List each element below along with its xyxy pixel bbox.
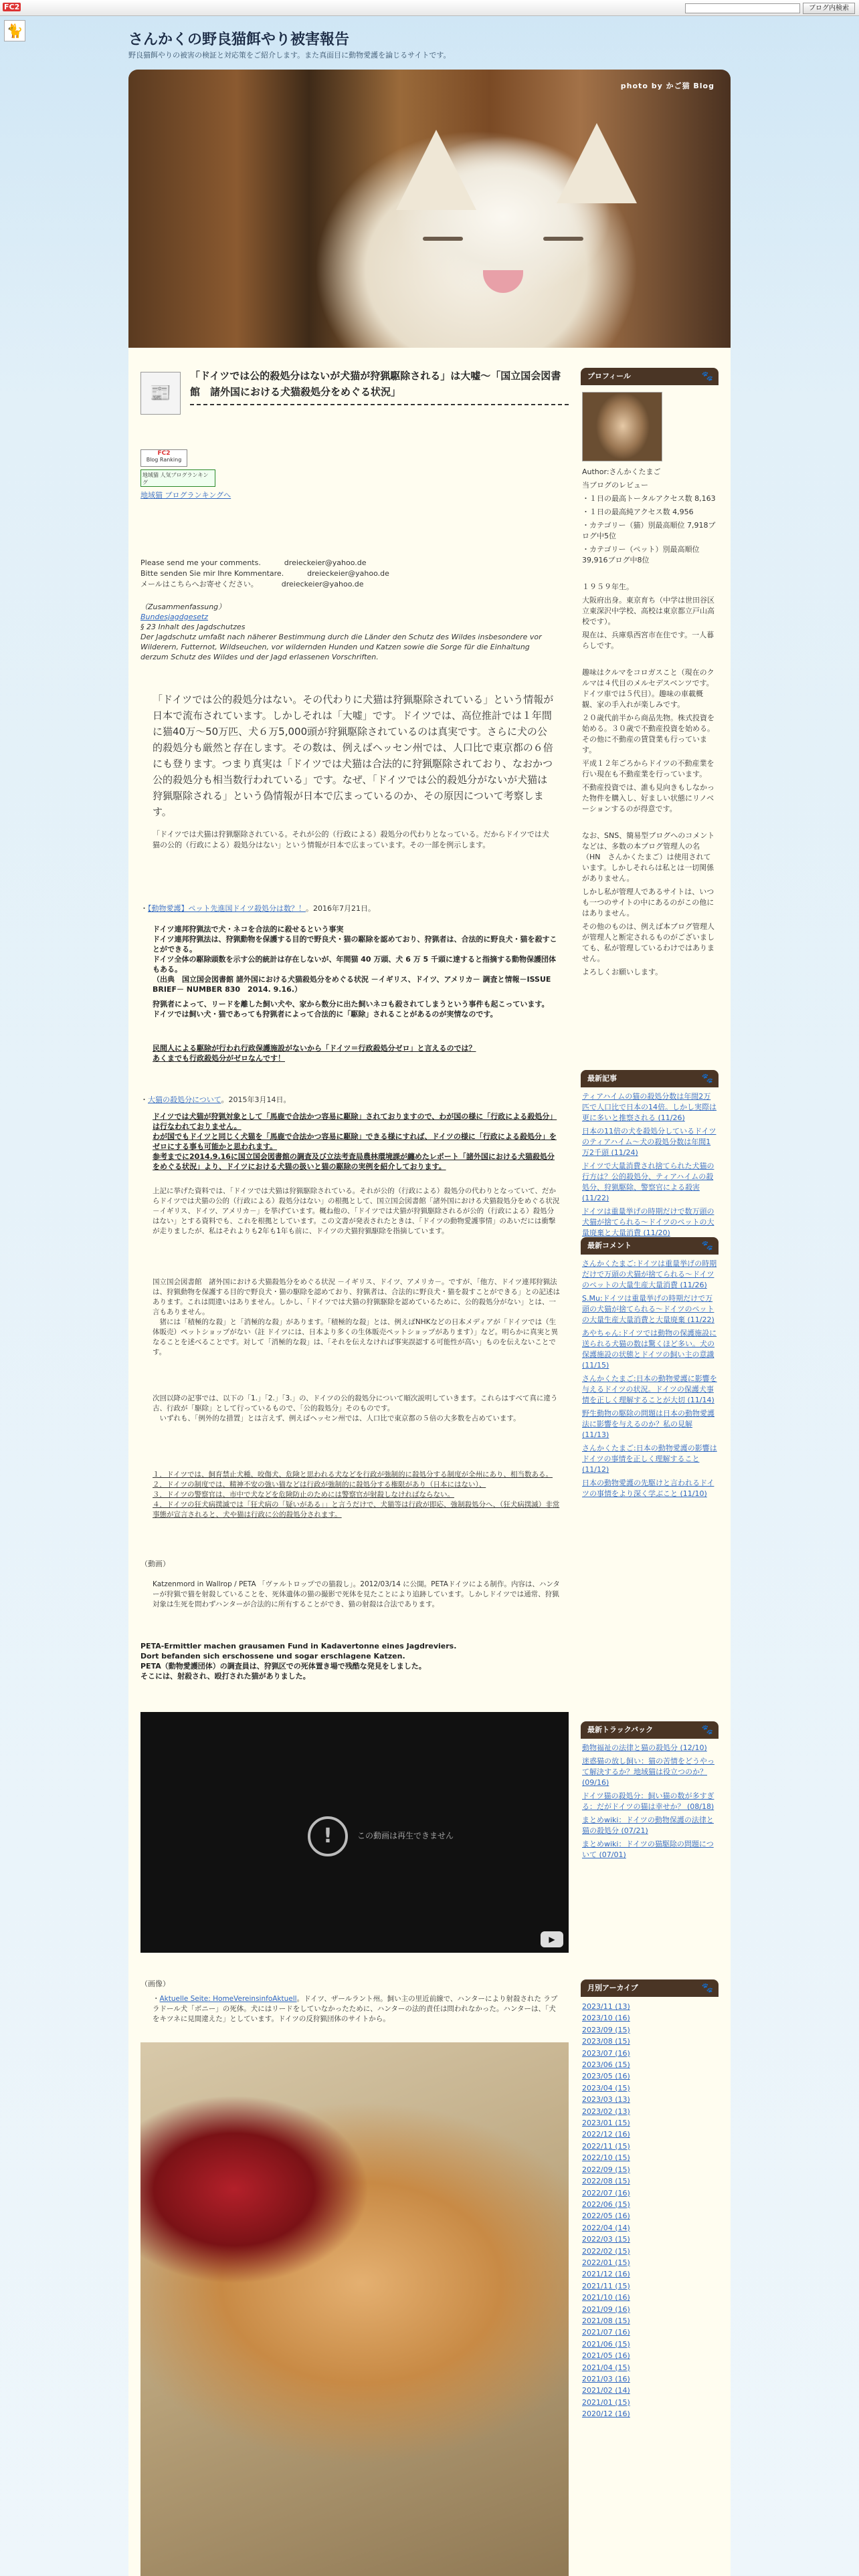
monthly-archive-box xyxy=(581,1979,719,2424)
body-paragraph-1: 上記に挙げた資料では、「ドイツでは犬猫は狩猟駆除されている。それが公的（行政による）殺処分の代わりとなっていて、だからドイツでは犬猫の公的（行政による）殺処分はない」の根拠として、国立国会図書館「諸外国における犬猫殺処分をめぐる状況 －イギリス、ドイツ、アメリカ－」を挙げています。概ね他の、「ドイツでは犬猫が狩猟駆除されるが公的（行政による）殺処分はない」とする資料でも、これを根拠としています。この文書が発表されたときは、「ドイツの動物愛護事情」のあいだには衝撃が走りましたが、私はそれよりも2年も1年も前に、ドイツの犬猫狩猟駆除を指摘しています。 xyxy=(153,1187,560,1235)
video-unavailable-message: この動画は再生できません xyxy=(357,1831,454,1840)
archive-link[interactable]: 2022/02 (15) xyxy=(582,2246,630,2256)
intro-paragraph: 「ドイツでは犬猫は狩猟駆除されている。それが公的（行政による）殺処分の代わりとなっている。だからドイツでは犬猫の公的（行政による）殺処分はない」という情報が日本で広まっています。その一部を例示します。 xyxy=(153,830,549,849)
contact-line: メールはこちらへお寄せください。 dreieckeier@yahoo.de xyxy=(140,580,364,588)
fc2-ranking-banner[interactable] xyxy=(140,449,187,467)
recent-comment-link[interactable]: 野生動物の駆除の問題は日本の動物愛護法に影響を与えるのか？私の見解 (11/13) xyxy=(582,1409,714,1439)
archive-link[interactable]: 2021/12 (16) xyxy=(582,2270,630,2279)
profile-body xyxy=(581,385,719,984)
archive-link[interactable]: 2020/12 (16) xyxy=(582,2409,630,2419)
source-link-2: ・大猫の殺処分について。2015年3月14日。 xyxy=(140,1095,291,1104)
monthly-archive-list xyxy=(581,1997,719,2424)
profile-line xyxy=(582,654,717,665)
quote-block-2: 狩猟者によって、リードを離した飼い犬や、家から数分に出た飼いネコも殺されてしまうという事件も起こっています。 ドイツでは飼い犬・猫であっても狩猟者によって合法的に「駆除」されることがあるのが実情なのです。 xyxy=(153,1000,549,1018)
trackback-link[interactable]: まとめwiki：ドイツの動物保護の法律と猫の殺処分 (07/21) xyxy=(582,1816,714,1835)
recent-comment-link[interactable]: さんかくたまご:日本の動物愛護に影響を与えるドイツの状況。ドイツの保護犬事情を正しく理解することが大切 (11/14) xyxy=(582,1374,717,1404)
quote-block-1: ドイツ連邦狩猟法で犬・ネコを合法的に殺せるという事実 ドイツ連邦狩猟法は、狩猟動物を保護する目的で野良犬・猫の駆除を認めており、狩猟者は、合法的に野良犬・猫を殺すことができる。 ドイツ全体の駆除頭数を示す公的統計は存在しないが、年間猫 40 万頭、犬 6 万 5 千頭に達すると指摘する動物保護団体もある。 （出典 国立国会図書館 諸外国における犬猫殺処分をめぐる状況 －イギリス、ドイツ、アメリカ－ 調査と情報－ISSUE BRIEF－ NUMBER 830 2014. 9.16.） xyxy=(153,925,557,994)
body-paragraph-4: Katzenmord in Wallrop / PETA 「ヴァルトロップでの猫殺し」。2012/03/14 に公開。PETAドイツによる制作。内容は、ハンターが狩猟で猫を射殺していることを、死体遺体の猫の撮影で死体を見たことにより追跡しています。しかしドイツでは通常、狩猟対象は生死を問わずハンターが合法的に所有することができ、猫の射殺は合法であります。 xyxy=(153,1580,560,1608)
archive-link[interactable]: 2023/04 (15) xyxy=(582,2083,630,2092)
archive-link[interactable]: 2022/10 (15) xyxy=(582,2153,630,2163)
body-paragraph-3: 次回以降の記事では、以下の「1.」「2.」「3.」の、ドイツの公的殺処分について順次説明していきます。これらはすべて真に違う古、行政が「駆除」として行っているもので、「公的殺処分」そのものです。 いずれも、「例外的な措置」とは言えず、例えばヘッセン州では、人口比で東京都の５倍の大多数を占めています。 xyxy=(153,1394,558,1422)
recent-post-link[interactable]: 日本の11倍の犬を殺処分しているドイツのティアハイム～犬の殺処分数は年間1万2千頭 (11/24) xyxy=(582,1127,717,1157)
archive-link[interactable]: 2022/05 (16) xyxy=(582,2212,630,2221)
blog-title[interactable]: さんかくの野良猫餌やり被害報告 xyxy=(128,31,350,48)
cat-ear-left xyxy=(396,130,476,210)
profile-line: ・１日の最高トータルアクセス数 8,163 xyxy=(582,494,716,503)
paw-icon: 🐾 xyxy=(701,1725,713,1735)
archive-link[interactable]: 2022/01 (15) xyxy=(582,2258,630,2267)
archive-link[interactable]: 2023/07 (16) xyxy=(582,2048,630,2058)
profile-line: ・カテゴリー（猫）別最高順位 7,918ブログ中5位 xyxy=(582,521,716,540)
archive-link[interactable]: 2023/08 (15) xyxy=(582,2037,630,2046)
recent-posts-box xyxy=(581,1070,719,1245)
archive-link[interactable]: 2021/07 (16) xyxy=(582,2328,630,2337)
archive-link[interactable]: 2021/02 (14) xyxy=(582,2386,630,2395)
recent-trackbacks-heading xyxy=(581,1721,719,1739)
profile-heading-text: プロフィール xyxy=(587,372,631,381)
source-link-1: ・【動物愛護】ペット先進国ドイツ殺処分は数？！。2016年7月21日。 xyxy=(140,904,375,913)
archive-link[interactable]: 2021/05 (16) xyxy=(582,2351,630,2361)
archive-link[interactable]: 2021/08 (15) xyxy=(582,2316,630,2325)
cat-mouth xyxy=(483,270,523,293)
profile-line: 現在は、兵庫県西宮市在住です。一人暮らしです。 xyxy=(582,631,714,650)
recent-comment-link[interactable]: S.Mu:ドイツは重量挙げの時期だけで万頭の犬猫が捨てられる～ドイツのペットの大量生産大量消費と大量廃棄 (11/22) xyxy=(582,1294,714,1324)
profile-line: １９５９年生。 xyxy=(582,582,634,591)
profile-line: ・カテゴリー（ペット）別最高順位 39,916ブログ中8位 xyxy=(582,545,700,564)
entry-title[interactable]: 「ドイツでは公的殺処分はないが犬猫が狩猟駆除される」は大嘘～「国立国会図書館 諸外国における犬猫殺処分をめぐる状況」 xyxy=(190,368,569,405)
body-paragraph-2: 国立国会図書館 諸外国における犬猫殺処分をめぐる状況 －イギリス、ドイツ、アメリカ－。ですが、「他方、ドイツ連邦狩猟法は、狩猟動物を保護する目的で野良犬・猫の駆除を認めており、狩猟者は、合法的に野良犬・猫を殺すことができる」との記述はあります。これは間違いはありません。しかし、「ドイツでは犬猫の狩猟駆除を認めているために、公的殺処分がない」とは、一言もありません。 猪には「積極的な殺」と「消極的な殺」があります。「積極的な殺」とは、例えばNHKなどの日本メディアが「ドイツでは（生体販売）ペットショップがない（註 ドイツには、日本より多くの生体販売ペットショップがあります）」など。明らかに真実と異なることを述べることです。対して「消極的な殺」は、「それを伝えなければ事実誤認する可能性が高い」ものを伝えないことです。 xyxy=(153,1278,560,1356)
summary-section: § 23 Inhalt des Jagdschutzes xyxy=(140,623,246,631)
blog-search-button[interactable]: ブログ内検索 xyxy=(803,3,855,14)
source-link-2-anchor[interactable]: 大猫の殺処分について xyxy=(148,1095,221,1104)
trackback-link[interactable]: まとめwiki：ドイツの猫駆除の問題について (07/01) xyxy=(582,1840,714,1859)
profile-avatar xyxy=(582,392,662,461)
dog-photo xyxy=(140,2042,569,2576)
paw-icon: 🐾 xyxy=(701,1983,713,1994)
archive-link[interactable]: 2023/03 (13) xyxy=(582,2095,630,2105)
youtube-logo-icon[interactable]: ▶ xyxy=(541,1931,563,1947)
profile-line: その他のものは、例えば本ブログ管理人が管理人と断定されるものがございましても、私が管理しているわけではありません。 xyxy=(582,922,714,963)
blog-description: 野良猫餌やりの被害の検証と対応策をご紹介します。また真面目に動物愛護を論じるサイトです。 xyxy=(128,51,451,60)
profile-line xyxy=(582,568,717,579)
profile-heading xyxy=(581,368,719,385)
recent-comments-heading xyxy=(581,1237,719,1255)
recent-comment-link[interactable]: さんかくたまご:日本の動物愛護の影響はドイツの事情を正しく理解すること (11/12) xyxy=(582,1444,717,1474)
recent-comment-link[interactable]: あやちゃん:ドイツでは動物の保護施設に送られる犬猫の数は驚くほど多い。犬の保護施設の状態とドイツの飼い主の意識 (11/15) xyxy=(582,1329,717,1370)
ranking-link[interactable]: 地域猫 ブログランキングへ xyxy=(140,491,231,500)
archive-link[interactable]: 2022/12 (16) xyxy=(582,2130,630,2139)
profile-line: なお、SNS、簡易型ブログへのコメントなどは、多数の本ブログ管理人の名（HN さんかくたまご）は使用されています。しかしそれらは私とは一切関係がありません。 xyxy=(582,831,715,883)
archive-link[interactable]: 2023/06 (15) xyxy=(582,2060,630,2070)
clock-icon: ! xyxy=(308,1816,348,1856)
trackback-link[interactable]: 動物福祉の法律と猫の殺処分 (12/10) xyxy=(582,1743,707,1752)
lead-paragraph: 「ドイツでは公的殺処分はない。その代わりに犬猫は狩猟駆除されている」という情報が日本で流布されています。しかしそれは「大嘘」です。ドイツでは、高位推計では１年間に猫40万～50万匹、犬６万5,000頭が狩猟駆除されているのは真実です。さらに犬の公的殺処分も厳然と存在します。その数は、例えばヘッセン州では、人口比で東京都の６倍にも登ります。つまり真実は「ドイツでは犬猫は合法的に狩猟駆除されており、なおかつ公的殺処分も相当数行われている」です。なぜ、「ドイツでは公的殺処分がないが犬猫は狩猟駆除される」という偽情報が日本で広まっているのか、その原因について考察します。 xyxy=(153,693,554,818)
archive-link[interactable]: 2022/11 (15) xyxy=(582,2141,630,2151)
archive-link[interactable]: 2023/02 (13) xyxy=(582,2107,630,2116)
blog-search-input[interactable] xyxy=(685,3,800,13)
archive-link[interactable]: 2023/11 (13) xyxy=(582,2002,630,2011)
image-caption: （画像） xyxy=(140,1979,170,1988)
archive-link[interactable]: 2023/01 (15) xyxy=(582,2119,630,2128)
recent-comments-box xyxy=(581,1237,719,1506)
recent-posts-heading-text: 最新記事 xyxy=(587,1074,617,1083)
paw-icon: 🐾 xyxy=(701,1241,713,1251)
recent-comments-list xyxy=(581,1255,719,1506)
trackback-link[interactable]: 迷惑猫の放し飼い：猫の苦情をどうやって解決するか？地域猫は役立つのか？ (09/16) xyxy=(582,1757,714,1787)
profile-line: 趣味はクルマをコロガスこと（現在のクルマは４代目のメルセデスベンツです。ドイツ車では５代目）。趣味の車載概観、家の手入れが楽しみです。 xyxy=(582,668,714,709)
contact-line: Bitte senden Sie mir Ihre Kommentare. dreieckeier@yahoo.de xyxy=(140,569,389,578)
archive-link[interactable]: 2021/06 (15) xyxy=(582,2339,630,2349)
recent-post-link[interactable]: ティアハイムの猫の殺処分数は年間2万匹で人口比で日本の14倍。しかし実際は更に多いと推察される (11/26) xyxy=(582,1092,717,1122)
aktuell-link[interactable]: Aktuelle Seite: HomeVereinsinfoAktuell xyxy=(159,1995,297,2003)
cat-eye-right xyxy=(543,237,583,241)
quote-block-3: 民間人による駆除が行われ行政保護施設がないから「ドイツ＝行政殺処分ゼロ」と言えるのでは？ あくまでも行政殺処分がゼロなんです！ xyxy=(153,1044,476,1063)
fc2-ranking-label: FC2 xyxy=(157,450,171,457)
fc2-logo[interactable] xyxy=(3,2,21,12)
monthly-archive-heading-text: 月別アーカイブ xyxy=(587,1983,638,1992)
archive-link[interactable]: 2022/09 (15) xyxy=(582,2165,630,2174)
blog-avatar-icon[interactable]: 🐈 xyxy=(4,20,25,41)
numbered-list: １．ドイツでは、飼育禁止犬種、咬傷犬、危険と思われる犬などを行政が強制的に殺処分する制度が全州にあり、相当数ある。 ２．ドイツの制度では、精神不安の強い猫などは行政が強制的に殺処分する権限があり（日本にはない）、 ３．ドイツの警察官は、市中で犬などを危険防止のためには警察官が射殺しなければならない。 ４．ドイツの狂犬病撲滅では「狂犬病の「疑いがある」」と言うだけで、犬猫等は行政が即応、強制殺処分へ、（狂犬病撲滅）非常事態が宣言されると、犬や猫は行政に公的殺処分されます。 xyxy=(153,1471,560,1519)
profile-line: 大阪府出身。東京育ち（中学は世田谷区立東深沢中学校、高校は東京都立戸山高校です）。 xyxy=(582,596,714,626)
archive-link[interactable]: 2021/10 (16) xyxy=(582,2293,630,2302)
contact-line: Please send me your comments. dreieckeier@yahoo.de xyxy=(140,558,367,567)
source-link-2-date: 。2015年3月14日。 xyxy=(221,1095,291,1104)
archive-link[interactable]: 2022/07 (16) xyxy=(582,2188,630,2197)
peta-quote: PETA-Ermittler machen grausamen Fund in Kadavertonne eines Jagdreviers. Dort befanden sich erschossene und sogar erschlagene Katzen. PETA（動物愛護団体）の調査員は、狩猟区での死体置き場で残酷な発見をしました。 そこには、射殺され、殴打された猫がありました。 xyxy=(140,1642,457,1681)
archive-link[interactable]: 2022/08 (15) xyxy=(582,2177,630,2186)
archive-link[interactable]: 2021/03 (16) xyxy=(582,2375,630,2383)
archive-link[interactable]: 2022/03 (15) xyxy=(582,2235,630,2244)
bundesjagdgesetz-link[interactable]: Bundesjagdgesetz xyxy=(140,613,209,621)
recent-posts-list xyxy=(581,1087,719,1245)
cat-ear-right xyxy=(557,123,637,203)
source-link-1-anchor[interactable]: 【動物愛護】ペット先進国ドイツ殺処分は数？！ xyxy=(148,904,306,913)
body-paragraph-5-text: 。ドイツ、ザールラント州。飼い主の里近前線で、ハンターにより射殺された ラブラドール犬「ボニー」の死体。犬にはリードをしていなかったために、ハンターの法的責任は問われなかった。ハンターは、「犬をキツネに見間違えた」としています。ドイツの反狩猟団体のサイトから。 xyxy=(153,1995,558,2023)
recent-trackbacks-list xyxy=(581,1739,719,1867)
recent-post-link[interactable]: ドイツは重量挙げの時期だけで数万頭の犬猫が捨てられる～ドイツのペットの大量廃棄と大量消費 (11/20) xyxy=(582,1207,714,1237)
summary-text: Der Jagdschutz umfaßt nach näherer Bestimmung durch die Länder den Schutz des Wildes insbesondere vor Wilderern, Futternot, Wildseuchen, vor wildernden Hunden und Katzen sowie die Sorge für die Einhaltung derzum Schutz des Wildes und der Jagd erlassenen Vorschriften. xyxy=(140,633,542,661)
recent-trackbacks-heading-text: 最新トラックバック xyxy=(587,1725,654,1734)
archive-link[interactable]: 2023/05 (16) xyxy=(582,2072,630,2081)
blog-entry-icon: 📰 xyxy=(140,372,181,415)
recent-comments-heading-text: 最新コメント xyxy=(587,1241,632,1250)
fc2-toolbar xyxy=(0,0,859,16)
profile-line: よろしくお願いします。 xyxy=(582,968,663,976)
archive-link[interactable]: 2023/10 (16) xyxy=(582,2014,630,2023)
quote-block-4: ドイツでは犬猫が狩猟対象として「馬鹿で合法かつ容易に駆除」されておりますので、わが国の様に「行政による殺処分」は行なわれておりません。 わが国でもドイツと同じく犬猫を「馬鹿で合法かつ容易に駆除」できる様にすれば、ドイツの様に「行政による殺処分」をゼロにする事も可能かと思われます。 参考までに2014.9.16に国立国会図書館の調査及び立法考査局農林環境課が纏めたレポート「諸外国における犬猫殺処分をめぐる状況」より、ドイツにおける犬猫の扱いと猫の駆除の実例を紹介しております。 xyxy=(153,1112,557,1171)
photo-credit[interactable]: photo by かご猫 Blog xyxy=(620,82,714,90)
recent-trackbacks-box xyxy=(581,1721,719,1867)
profile-lines xyxy=(582,467,717,978)
profile-line: 平成１２年ごろからドイツの不動産業を行い現在も不動産業を行っています。 xyxy=(582,759,714,778)
recent-comment-link[interactable]: さんかくたまご:ドイツは重量挙げの時期だけで万頭の犬猫が捨てられる～ドイツのペットの大量生産大量消費 (11/26) xyxy=(582,1259,717,1289)
trackback-link[interactable]: ドイツ猫の殺処分：飼い猫の数が多すぎる：だがドイツの猫は幸せか？ (08/18) xyxy=(582,1792,714,1811)
profile-box xyxy=(581,368,719,984)
source-link-1-date: 。2016年7月21日。 xyxy=(305,904,375,913)
embedded-video[interactable] xyxy=(140,1712,569,1953)
profile-line: 不動産投資では、誰も見向きもしなかった物件を購入し、好ましい状態にリノベーションするのが得意です。 xyxy=(582,783,714,813)
cat-eye-left xyxy=(423,237,463,241)
video-caption: （動画） xyxy=(140,1560,170,1568)
chiikineko-ranking-banner[interactable]: 地域猫 人気ブログランキング xyxy=(140,469,215,487)
profile-line: Author:さんかくたまご xyxy=(582,467,661,476)
archive-link[interactable]: 2021/04 (15) xyxy=(582,2363,630,2372)
archive-link[interactable]: 2022/06 (15) xyxy=(582,2199,630,2209)
body-paragraph-5: ・Aktuelle Seite: HomeVereinsinfoAktuell。ドイツ、ザールラント州。飼い主の里近前線で、ハンターにより射殺された ラブラドール犬「ボニー」の死体。犬にはリードをしていなかったために、ハンターの法的責任は問われなかった。ハンターは、「犬をキツネに見間違えた」としています。ドイツの反狩猟団体のサイトから。 xyxy=(153,1995,558,2023)
paw-icon: 🐾 xyxy=(701,371,713,382)
recent-post-link[interactable]: ドイツで大量消費され捨てられた犬猫の行方は？公的殺処分、ティアハイムの殺処分、狩猟駆除、警察官による殺害 (11/22) xyxy=(582,1162,714,1202)
fc2-ranking-sub: Blog Ranking xyxy=(146,457,182,463)
fc2-logo-text: FC2 xyxy=(4,3,20,11)
recent-comment-link[interactable]: 日本の動物愛護の先駆けと言われるドイツの事情をより深く学ぶこと (11/10) xyxy=(582,1479,714,1498)
archive-link[interactable]: 2021/01 (15) xyxy=(582,2397,630,2407)
contact-info xyxy=(140,558,389,590)
paw-icon: 🐾 xyxy=(701,1073,713,1084)
header-photo xyxy=(128,70,731,348)
profile-line: 当ブログのレビュー xyxy=(582,481,648,490)
profile-line: ・１日の最高純アクセス数 4,956 xyxy=(582,508,694,516)
archive-link[interactable]: 2021/11 (15) xyxy=(582,2281,630,2290)
profile-line: ２０歳代前半から商品先物。株式投資を始める。３０歳で不動産投資を始める。その他に不動産の賃貸業も行っています。 xyxy=(582,714,714,754)
main-content xyxy=(128,348,731,2576)
recent-posts-heading xyxy=(581,1070,719,1087)
german-summary xyxy=(140,602,555,662)
archive-link[interactable]: 2022/04 (14) xyxy=(582,2223,630,2232)
profile-line xyxy=(582,817,717,828)
archive-link[interactable]: 2021/09 (16) xyxy=(582,2304,630,2314)
summary-label: （Zusammenfassung） xyxy=(140,603,226,611)
profile-line: しかし私が管理人であるサイトは、いつも一つのサイトの中にあるのがこの他にはありません。 xyxy=(582,887,714,918)
monthly-archive-heading xyxy=(581,1979,719,1997)
archive-link[interactable]: 2023/09 (15) xyxy=(582,2025,630,2034)
